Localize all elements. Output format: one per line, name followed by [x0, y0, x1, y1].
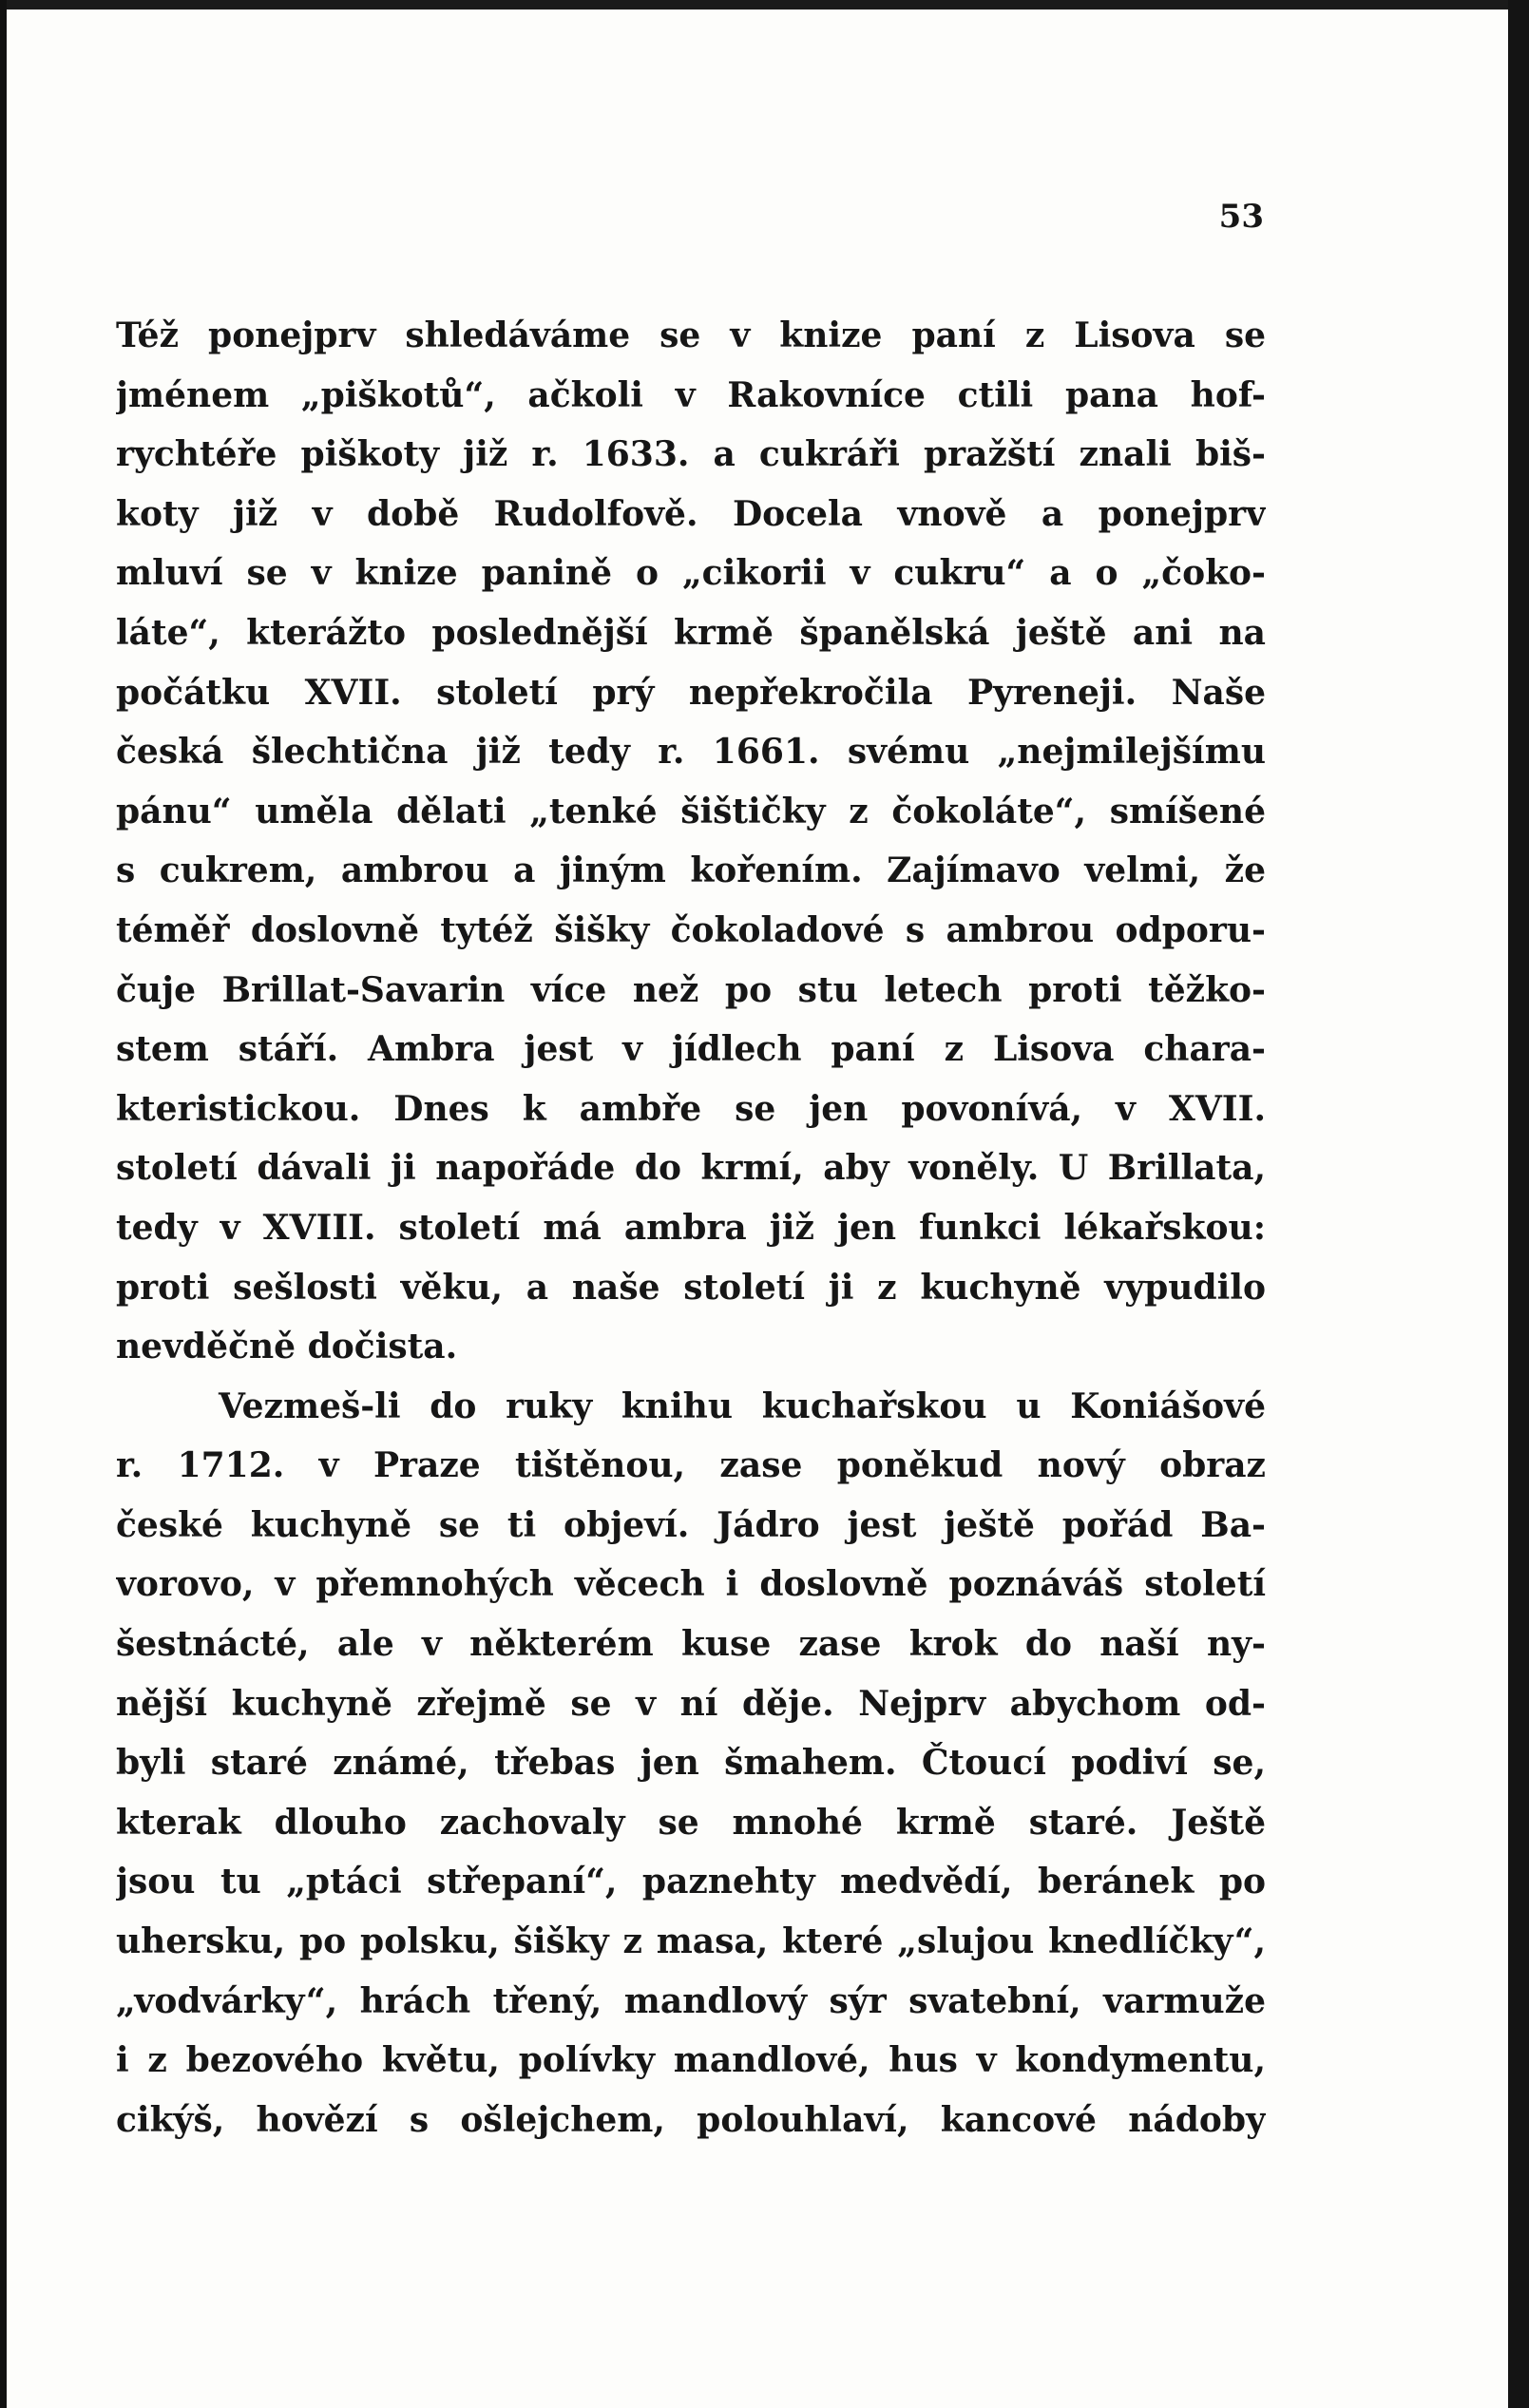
text-line: láte“, kterážto poslednější krmě španělská ještě ani na: [116, 612, 1266, 653]
text-line: s cukrem, ambrou a jiným kořením. Zajímavo velmi, že: [116, 850, 1266, 891]
text-line: byli staré známé, třebas jen šmahem. Čtoucí podiví se,: [116, 1743, 1266, 1784]
text-line: století dávali ji napořáde do krmí, aby voněly. U Brillata,: [116, 1148, 1266, 1189]
text-line: Též ponejprv shledáváme se v knize paní z Lisova se: [116, 315, 1266, 355]
text-line: téměř doslovně tytéž šišky čokoladové s ambrou odporu-: [116, 909, 1266, 950]
text-line: jménem „piškotů“, ačkoli v Rakovníce ctili pana hof-: [116, 374, 1266, 415]
page-left-edge: [0, 0, 7, 2408]
text-line: i z bezového květu, polívky mandlové, hus v kondymentu,: [116, 2040, 1266, 2081]
text-line: nější kuchyně zřejmě se v ní děje. Nejprv abychom od-: [116, 1683, 1266, 1724]
text-line: mluví se v knize panině o „cikorii v cukru“ a o „čoko-: [116, 553, 1266, 594]
paragraph-2: [116, 1377, 1266, 2150]
text-line: kterak dlouho zachovaly se mnohé krmě staré. Ještě: [116, 1802, 1266, 1843]
text-line: „vodvárky“, hrách třený, mandlový sýr svatební, varmuže: [116, 1980, 1266, 2021]
text-line: počátku XVII. století prý nepřekročila Pyreneji. Naše: [116, 672, 1266, 713]
text-line: šestnácté, ale v některém kuse zase krok do naší ny-: [116, 1624, 1266, 1665]
page-number: 53: [1218, 198, 1264, 236]
text-line: české kuchyně se ti objeví. Jádro jest ještě pořád Ba-: [116, 1504, 1266, 1545]
text-line: nevděčně dočista.: [116, 1327, 458, 1367]
text-line: proti sešlosti věku, a naše století ji z kuchyně vypudilo: [116, 1267, 1266, 1308]
text-line: uhersku, po polsku, šišky z masa, které „slujou knedlíčky“,: [116, 1921, 1266, 1962]
text-line: jsou tu „ptáci střepaní“, paznehty medvědí, beránek po: [116, 1862, 1266, 1902]
text-line: pánu“ uměla dělati „tenké šištičky z čokoláte“, smíšené: [116, 791, 1266, 831]
paragraph-1: [116, 306, 1266, 1377]
text-body: [116, 306, 1266, 2150]
text-line: stem stáří. Ambra jest v jídlech paní z Lisova chara-: [116, 1029, 1266, 1070]
text-line: cikýš, hovězí s ošlejchem, polouhlaví, kancové nádoby: [116, 2099, 1266, 2140]
text-line: rychtéře piškoty již r. 1633. a cukráři pražští znali biš-: [116, 434, 1266, 475]
text-line: vorovo, v přemnohých věcech i doslovně poznáváš století: [116, 1564, 1266, 1605]
text-line: kteristickou. Dnes k ambře se jen povonívá, v XVII.: [116, 1088, 1266, 1129]
text-line: koty již v době Rudolfově. Docela vnově a ponejprv: [116, 493, 1266, 534]
text-line: česká šlechtična již tedy r. 1661. svému „nejmilejšímu: [116, 732, 1266, 773]
text-line: Vezmeš-li do ruky knihu kuchařskou u Koniášové: [219, 1386, 1266, 1426]
page-top-edge: [0, 0, 1529, 10]
text-line: r. 1712. v Praze tištěnou, zase poněkud nový obraz: [116, 1445, 1266, 1486]
text-line: čuje Brillat-Savarin více než po stu letech proti těžko-: [116, 969, 1266, 1010]
text-line: tedy v XVIII. století má ambra již jen funkci lékařskou:: [116, 1207, 1266, 1248]
page-right-edge: [1508, 0, 1529, 2408]
